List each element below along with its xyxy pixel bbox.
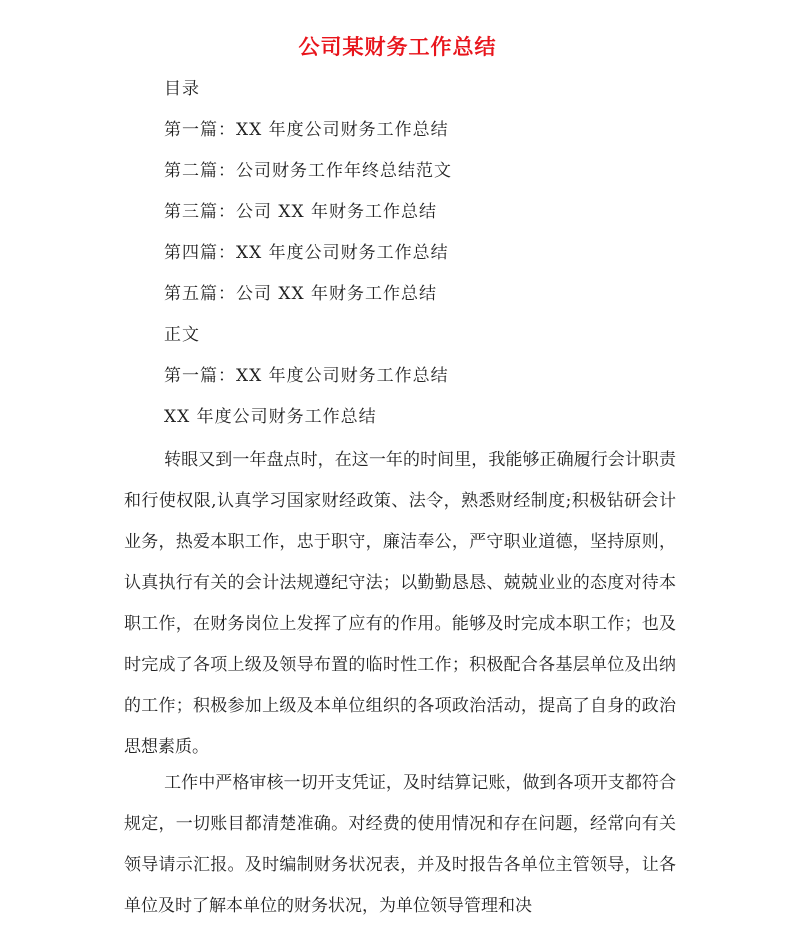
section-subtitle: XX 年度公司财务工作总结 [164,407,377,427]
toc-item-3: 第三篇：公司 XX 年财务工作总结 [164,202,438,222]
body-paragraph-1 [124,440,676,768]
document-title: 公司某财务工作总结 [298,35,497,59]
paragraph-text: 转眼又到一年盘点时，在这一年的时间里，我能够正确履行会计职责和行使权限,认真学习国家财经政策、法令，熟悉财经制度;积极钻研会计业务，热爱本职工作，忠于职守，廉洁奉公，严守职业道德，坚持原则，认真执行有关的会计法规遵纪守法；以勤勤恳恳、兢兢业业的态度对待本职工作，在财务岗位上发挥了应有的作用。能够及时完成本职工作；也及时完成了各项上级及领导布置的临时性工作；积极配合各基层单位及出纳的工作；积极参加上级及本单位组织的各项政治活动，提高了自身的政治思想素质。 [124,450,676,757]
section-heading: 第一篇：XX 年度公司财务工作总结 [164,366,449,386]
toc-item-2: 第二篇：公司财务工作年终总结范文 [164,161,452,181]
toc-item-1: 第一篇：XX 年度公司财务工作总结 [164,120,449,140]
toc-heading: 目录 [164,79,200,99]
paragraph-text: 工作中严格审核一切开支凭证，及时结算记账，做到各项开支都符合规定，一切账目都清楚准确。对经费的使用情况和存在问题，经常向有关领导请示汇报。及时编制财务状况表，并及时报告各单位主管领导，让各单位及时了解本单位的财务状况，为单位领导管理和决 [124,773,676,916]
toc-item-4: 第四篇：XX 年度公司财务工作总结 [164,243,449,263]
toc-item-5: 第五篇：公司 XX 年财务工作总结 [164,284,438,304]
body-heading: 正文 [164,325,200,345]
table-of-contents [164,74,452,443]
body-paragraph-2 [124,763,676,927]
